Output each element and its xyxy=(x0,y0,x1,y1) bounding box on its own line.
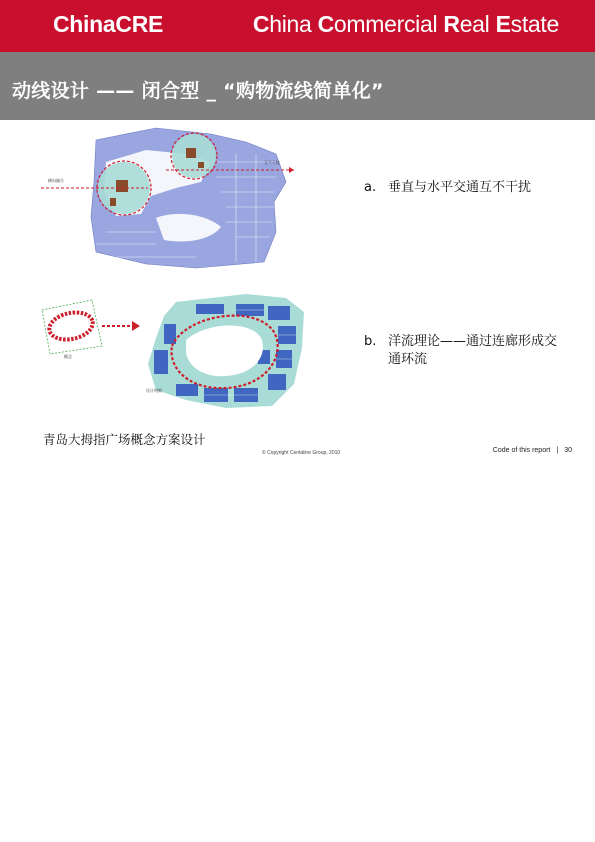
bullet-item-a xyxy=(364,179,574,197)
plan-a-label-right: 互不干扰 xyxy=(264,160,280,165)
page-footer xyxy=(493,447,572,454)
figure-caption: 青岛大拇指广场概念方案设计 xyxy=(43,432,206,447)
floor-plan-vertical-horizontal xyxy=(36,122,306,274)
floor-plan-loop-circulation xyxy=(36,288,311,416)
bullet-text: 垂直与水平交通互不干扰 xyxy=(388,180,532,195)
bullet-item-b xyxy=(364,333,564,369)
header-banner xyxy=(0,0,595,52)
plan-b-label-design: 设计明细 xyxy=(146,388,162,393)
slide-title: 动线设计 —— 闭合型 _ “购物流线简单化” xyxy=(12,80,384,102)
report-code-label: Code of this report xyxy=(492,447,551,454)
plan-a-label-left: 横向融合 xyxy=(48,178,64,183)
title-band xyxy=(0,52,595,120)
page-number: 30 xyxy=(564,447,572,454)
bullet-text: 洋流理论——通过连廊形成交通环流 xyxy=(388,334,558,367)
brand-full-name: China Commercial Real Estate xyxy=(252,11,559,37)
brand-logo: ChinaCRE xyxy=(53,11,164,37)
plan-b-label-concept: 概念 xyxy=(64,354,72,359)
footer-separator: | xyxy=(556,447,559,454)
bullet-marker: b. xyxy=(364,334,377,349)
copyright-note: © Copyright Centaline Group, 2010 xyxy=(262,450,341,456)
bullet-marker: a. xyxy=(364,180,377,195)
